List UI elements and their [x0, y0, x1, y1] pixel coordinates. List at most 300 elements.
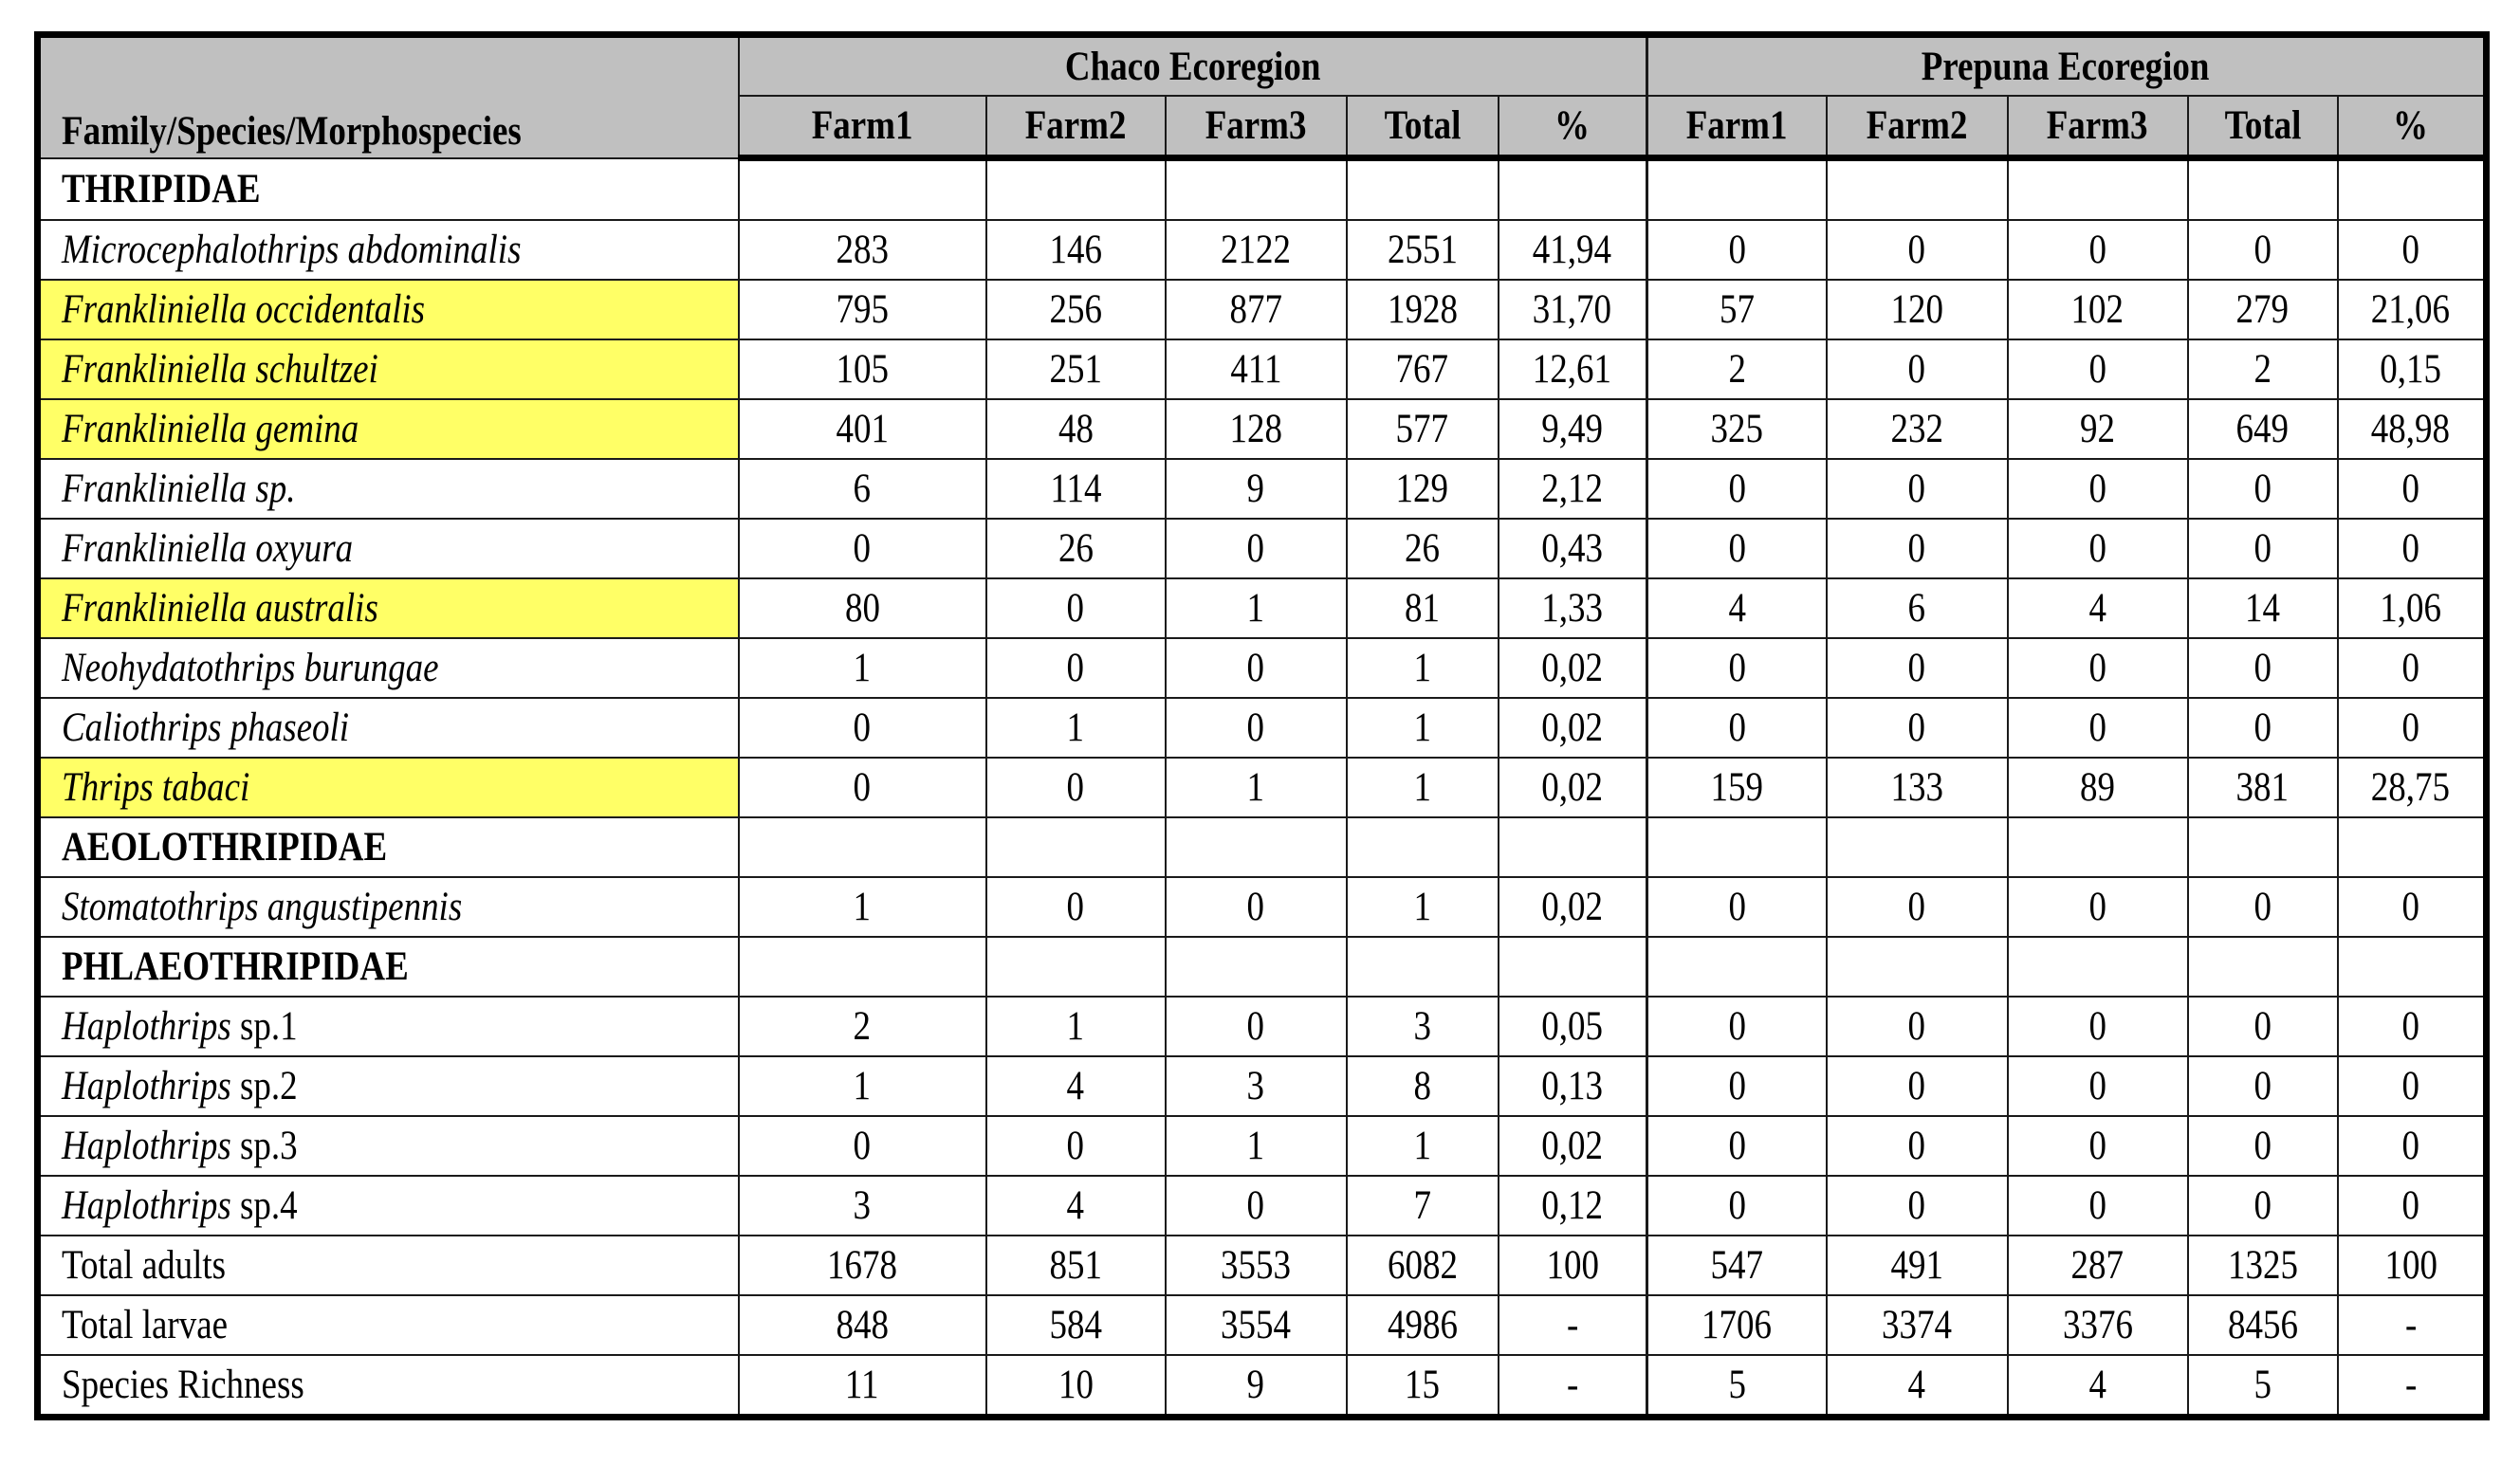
cell-value: 381	[2235, 765, 2290, 810]
cell-value: 3	[1246, 1064, 1265, 1108]
prepuna-total-cell	[2188, 817, 2338, 877]
chaco-pct-cell	[1499, 1295, 1647, 1355]
cell-value: 0	[2088, 467, 2106, 511]
cell-value: 133	[1890, 765, 1943, 810]
prepuna-farm3-cell	[2008, 1056, 2188, 1116]
cell-value: 41,94	[1533, 228, 1612, 272]
cell-value: 3554	[1221, 1303, 1291, 1347]
name-label: Frankliniella sp.	[62, 467, 296, 511]
cell-value: 0,02	[1541, 885, 1604, 929]
col-header-label: Total	[1384, 103, 1461, 148]
cell-value: 0	[1246, 526, 1265, 571]
cell-value: 1	[1413, 1124, 1431, 1168]
prepuna-total-cell	[2188, 1236, 2338, 1295]
prepuna-ecoregion-label: Prepuna Ecoregion	[1922, 44, 2210, 89]
cell-value: 6	[853, 467, 872, 511]
col-header-label: Farm2	[1024, 103, 1127, 148]
prepuna-total-cell	[2188, 459, 2338, 519]
prepuna-farm2-cell	[1827, 817, 2008, 877]
cell-value: 1	[1413, 765, 1431, 810]
chaco-farm1-cell	[739, 997, 986, 1056]
chaco-farm2-cell	[986, 1355, 1166, 1418]
cell-value: 0	[2253, 526, 2272, 571]
chaco-pct-cell	[1499, 877, 1647, 937]
col-header-label: %	[2393, 103, 2429, 148]
prepuna-farm2-cell	[1827, 519, 2008, 578]
species-name-cell	[38, 698, 739, 758]
col-header-label: Farm1	[1685, 103, 1788, 148]
cell-value: 10	[1058, 1363, 1094, 1407]
prepuna-farm2-cell	[1827, 997, 2008, 1056]
cell-value: -	[2404, 1363, 2417, 1407]
prepuna-farm1-cell	[1647, 937, 1827, 997]
morphospecies-suffix: sp.3	[230, 1124, 298, 1168]
cell-value: 14	[2245, 586, 2281, 631]
prepuna-farm1-cell	[1647, 817, 1827, 877]
cell-value: 1	[1246, 586, 1265, 631]
prepuna-farm1-cell	[1647, 638, 1827, 698]
cell-value: 102	[2070, 287, 2125, 332]
prepuna-total-cell	[2188, 937, 2338, 997]
prepuna-farm2-cell	[1827, 1056, 2008, 1116]
chaco-farm3-cell	[1166, 817, 1347, 877]
prepuna-farm2-cell	[1827, 280, 2008, 339]
cell-value: 0	[1066, 1124, 1085, 1168]
cell-value: 279	[2235, 287, 2290, 332]
prepuna-farm3-cell	[2008, 1355, 2188, 1418]
family-name-cell	[38, 158, 739, 221]
chaco-farm2-cell	[986, 519, 1166, 578]
cell-value: 0,02	[1541, 646, 1604, 690]
morphospecies-suffix: sp.1	[230, 1004, 298, 1049]
prepuna-farm3-cell	[2008, 1295, 2188, 1355]
prepuna-farm1-cell	[1647, 1176, 1827, 1236]
cell-value: 0	[853, 705, 872, 750]
cell-value: 0	[2401, 228, 2420, 272]
prepuna-farm1-cell	[1647, 158, 1827, 221]
prepuna-pct-cell	[2338, 638, 2487, 698]
cell-value: 0	[1907, 705, 1926, 750]
thrips-abundance-table	[34, 31, 2490, 1420]
cell-value: 0	[1907, 885, 1926, 929]
cell-value: 0	[2253, 1004, 2272, 1049]
prepuna-total-cell	[2188, 638, 2338, 698]
table-row	[38, 758, 2487, 817]
prepuna-farm3-cell	[2008, 1176, 2188, 1236]
cell-value: 0	[2253, 705, 2272, 750]
chaco-farm3-cell	[1166, 1176, 1347, 1236]
species-name-cell	[38, 758, 739, 817]
cell-value: 577	[1395, 407, 1449, 451]
chaco-pct-cell	[1499, 158, 1647, 221]
table-header	[38, 35, 2487, 158]
cell-value: 21,06	[2371, 287, 2451, 332]
cell-value: 0	[2401, 1183, 2420, 1228]
species-name-cell	[38, 877, 739, 937]
cell-value: 0	[1728, 885, 1746, 929]
chaco-farm2-cell	[986, 339, 1166, 399]
prepuna-farm3-cell	[2008, 220, 2188, 280]
chaco-total-cell	[1347, 1295, 1499, 1355]
chaco-pct-cell	[1499, 758, 1647, 817]
cell-value: 4	[2088, 1363, 2106, 1407]
cell-value: 4	[1907, 1363, 1926, 1407]
cell-value: 0	[2253, 467, 2272, 511]
cell-value: 0	[2401, 885, 2420, 929]
summary-row	[38, 1236, 2487, 1295]
cell-value: 80	[844, 586, 880, 631]
prepuna-farm2-cell	[1827, 698, 2008, 758]
cell-value: 0	[1907, 1064, 1926, 1108]
chaco-total-cell	[1347, 399, 1499, 459]
cell-value: 1	[1413, 646, 1431, 690]
species-name-cell	[38, 399, 739, 459]
table-row	[38, 1116, 2487, 1176]
prepuna-farm2-cell	[1827, 1236, 2008, 1295]
chaco-farm3-cell	[1166, 578, 1347, 638]
cell-value: 0	[853, 1124, 872, 1168]
cell-value: 0	[853, 765, 872, 810]
cell-value: 0	[2088, 526, 2106, 571]
chaco-total-cell	[1347, 758, 1499, 817]
prepuna-farm1-cell	[1647, 459, 1827, 519]
name-label	[62, 1006, 298, 1047]
chaco-farm2-cell	[986, 1116, 1166, 1176]
prepuna-pct-cell	[2338, 698, 2487, 758]
cell-value: 0	[1907, 467, 1926, 511]
chaco-pct-cell	[1499, 1236, 1647, 1295]
prepuna-total-cell	[2188, 280, 2338, 339]
chaco-pct-cell	[1499, 339, 1647, 399]
cell-value: 0	[1066, 765, 1085, 810]
chaco-ecoregion-label: Chaco Ecoregion	[1064, 44, 1321, 89]
cell-value: 491	[1890, 1243, 1943, 1288]
cell-value: 0	[1728, 1004, 1746, 1049]
cell-value: 0,13	[1541, 1064, 1604, 1108]
chaco-farm2-cell	[986, 937, 1166, 997]
name-label: Thrips tabaci	[62, 765, 250, 810]
cell-value: 57	[1719, 287, 1755, 332]
cell-value: 26	[1405, 526, 1440, 571]
chaco-farm3-cell	[1166, 280, 1347, 339]
chaco-pct-cell	[1499, 1176, 1647, 1236]
prepuna-pct-cell	[2338, 1056, 2487, 1116]
table-row	[38, 1176, 2487, 1236]
species-name-cell	[38, 578, 739, 638]
cell-value: 767	[1395, 347, 1449, 392]
chaco-col-header-farm3	[1166, 96, 1347, 158]
cell-value: 848	[836, 1303, 889, 1347]
cell-value: 0	[2253, 1183, 2272, 1228]
cell-value: 0	[1907, 1124, 1926, 1168]
prepuna-farm2-cell	[1827, 877, 2008, 937]
name-column-header-label: Family/Species/Morphospecies	[62, 108, 522, 154]
cell-value: 0	[2088, 705, 2106, 750]
prepuna-farm3-cell	[2008, 399, 2188, 459]
name-label: Caliothrips phaseoli	[62, 705, 350, 750]
cell-value: 3553	[1221, 1243, 1291, 1288]
chaco-farm1-cell	[739, 158, 986, 221]
cell-value: 120	[1890, 287, 1943, 332]
table-row	[38, 997, 2487, 1056]
cell-value: 325	[1710, 407, 1764, 451]
prepuna-pct-cell	[2338, 817, 2487, 877]
cell-value: 0	[1246, 646, 1265, 690]
chaco-farm2-cell	[986, 997, 1166, 1056]
prepuna-pct-cell	[2338, 758, 2487, 817]
cell-value: 1325	[2227, 1243, 2298, 1288]
table-row	[38, 519, 2487, 578]
chaco-farm1-cell	[739, 638, 986, 698]
cell-value: 1706	[1701, 1303, 1773, 1347]
name-label: Neohydatothrips burungae	[62, 646, 439, 690]
cell-value: 584	[1049, 1303, 1102, 1347]
name-label: AEOLOTHRIPIDAE	[62, 825, 388, 870]
table-row	[38, 399, 2487, 459]
chaco-farm2-cell	[986, 1295, 1166, 1355]
chaco-total-cell	[1347, 1176, 1499, 1236]
cell-value: 7	[1413, 1183, 1431, 1228]
chaco-col-header-farm2	[986, 96, 1166, 158]
cell-value: 26	[1058, 526, 1094, 571]
cell-value: 48,98	[2371, 407, 2451, 451]
cell-value: 92	[2080, 407, 2116, 451]
species-name-cell	[38, 1355, 739, 1418]
species-name-cell	[38, 1116, 739, 1176]
cell-value: 15	[1405, 1363, 1440, 1407]
chaco-total-cell	[1347, 1236, 1499, 1295]
prepuna-farm3-cell	[2008, 339, 2188, 399]
prepuna-farm3-cell	[2008, 519, 2188, 578]
chaco-farm1-cell	[739, 339, 986, 399]
family-row	[38, 817, 2487, 877]
prepuna-farm2-cell	[1827, 399, 2008, 459]
chaco-farm3-cell	[1166, 519, 1347, 578]
cell-value: 0	[2253, 1064, 2272, 1108]
genus-label: Haplothrips	[62, 1124, 231, 1168]
chaco-farm2-cell	[986, 280, 1166, 339]
genus-label: Haplothrips	[62, 1064, 231, 1108]
species-name-cell	[38, 1056, 739, 1116]
cell-value: 0,02	[1541, 1124, 1604, 1168]
cell-value: 851	[1049, 1243, 1102, 1288]
name-label: Total larvae	[62, 1303, 229, 1347]
cell-value: 2	[853, 1004, 872, 1049]
cell-value: 0	[1246, 1004, 1265, 1049]
name-label: Frankliniella australis	[62, 586, 378, 631]
cell-value: 877	[1229, 287, 1282, 332]
cell-value: 1	[1246, 765, 1265, 810]
cell-value: -	[2404, 1303, 2417, 1347]
cell-value: 3376	[2062, 1303, 2133, 1347]
prepuna-pct-cell	[2338, 877, 2487, 937]
cell-value: 3	[1413, 1004, 1431, 1049]
table-body	[38, 158, 2487, 1418]
cell-value: 6082	[1387, 1243, 1458, 1288]
chaco-farm2-cell	[986, 758, 1166, 817]
prepuna-total-cell	[2188, 339, 2338, 399]
cell-value: 1	[1066, 1004, 1085, 1049]
chaco-total-cell	[1347, 638, 1499, 698]
cell-value: 1	[1413, 705, 1431, 750]
name-label: Frankliniella schultzei	[62, 347, 378, 392]
genus-label: Haplothrips	[62, 1004, 231, 1049]
prepuna-col-header-farm1	[1647, 96, 1827, 158]
chaco-pct-cell	[1499, 280, 1647, 339]
prepuna-farm1-cell	[1647, 1116, 1827, 1176]
name-label	[62, 1185, 298, 1226]
chaco-farm1-cell	[739, 758, 986, 817]
chaco-farm1-cell	[739, 459, 986, 519]
table-row	[38, 698, 2487, 758]
cell-value: 0	[1246, 885, 1265, 929]
prepuna-total-cell	[2188, 158, 2338, 221]
cell-value: 1	[853, 1064, 872, 1108]
cell-value: 1	[853, 885, 872, 929]
cell-value: 1,33	[1541, 586, 1604, 631]
cell-value: 9	[1246, 467, 1265, 511]
prepuna-farm3-cell	[2008, 459, 2188, 519]
chaco-pct-cell	[1499, 1056, 1647, 1116]
cell-value: 411	[1229, 347, 1282, 392]
prepuna-col-header-farm3	[2008, 96, 2188, 158]
cell-value: -	[1566, 1363, 1578, 1407]
chaco-farm3-cell	[1166, 758, 1347, 817]
cell-value: 5	[2253, 1363, 2272, 1407]
prepuna-pct-cell	[2338, 280, 2487, 339]
cell-value: 3374	[1882, 1303, 1953, 1347]
name-label	[62, 1126, 298, 1166]
cell-value: 48	[1058, 407, 1094, 451]
prepuna-farm3-cell	[2008, 1116, 2188, 1176]
cell-value: 4	[1066, 1183, 1085, 1228]
cell-value: 0	[2253, 1124, 2272, 1168]
family-name-cell	[38, 937, 739, 997]
col-header-label: Total	[2224, 103, 2301, 148]
cell-value: 0	[2401, 705, 2420, 750]
chaco-farm1-cell	[739, 698, 986, 758]
prepuna-farm2-cell	[1827, 758, 2008, 817]
cell-value: 146	[1049, 228, 1102, 272]
cell-value: 0	[1066, 646, 1085, 690]
prepuna-farm1-cell	[1647, 1056, 1827, 1116]
chaco-total-cell	[1347, 877, 1499, 937]
chaco-total-cell	[1347, 578, 1499, 638]
name-label: Microcephalothrips abdominalis	[62, 228, 522, 272]
chaco-total-cell	[1347, 519, 1499, 578]
prepuna-total-cell	[2188, 399, 2338, 459]
chaco-total-cell	[1347, 1355, 1499, 1418]
prepuna-col-header-pct	[2338, 96, 2487, 158]
chaco-farm1-cell	[739, 817, 986, 877]
cell-value: 0	[2088, 347, 2106, 392]
chaco-pct-cell	[1499, 1116, 1647, 1176]
prepuna-farm1-cell	[1647, 698, 1827, 758]
prepuna-farm1-cell	[1647, 339, 1827, 399]
table-row	[38, 638, 2487, 698]
cell-value: 0	[2088, 885, 2106, 929]
prepuna-pct-cell	[2338, 1236, 2487, 1295]
cell-value: -	[1566, 1303, 1578, 1347]
cell-value: 159	[1710, 765, 1764, 810]
prepuna-farm3-cell	[2008, 937, 2188, 997]
cell-value: 0	[2088, 1064, 2106, 1108]
cell-value: 0	[2401, 1004, 2420, 1049]
cell-value: 0,05	[1541, 1004, 1604, 1049]
cell-value: 31,70	[1533, 287, 1612, 332]
cell-value: 287	[2070, 1243, 2125, 1288]
cell-value: 1	[1066, 705, 1085, 750]
name-label: Stomatothrips angustipennis	[62, 885, 463, 929]
prepuna-total-cell	[2188, 877, 2338, 937]
prepuna-farm2-cell	[1827, 158, 2008, 221]
chaco-farm1-cell	[739, 1236, 986, 1295]
chaco-total-cell	[1347, 459, 1499, 519]
cell-value: 0	[2088, 646, 2106, 690]
cell-value: 251	[1049, 347, 1102, 392]
chaco-ecoregion-header	[739, 35, 1647, 97]
name-label: Total adults	[62, 1243, 227, 1288]
cell-value: 1928	[1387, 287, 1458, 332]
prepuna-pct-cell	[2338, 1116, 2487, 1176]
chaco-total-cell	[1347, 280, 1499, 339]
prepuna-total-cell	[2188, 1176, 2338, 1236]
chaco-farm3-cell	[1166, 638, 1347, 698]
prepuna-farm2-cell	[1827, 1355, 2008, 1418]
cell-value: 0	[2088, 1183, 2106, 1228]
chaco-farm3-cell	[1166, 459, 1347, 519]
chaco-farm1-cell	[739, 399, 986, 459]
prepuna-pct-cell	[2338, 937, 2487, 997]
cell-value: 0,02	[1541, 765, 1604, 810]
chaco-farm3-cell	[1166, 220, 1347, 280]
species-name-cell	[38, 459, 739, 519]
cell-value: 0	[1728, 1183, 1746, 1228]
summary-row	[38, 1355, 2487, 1418]
table-row	[38, 220, 2487, 280]
prepuna-total-cell	[2188, 1056, 2338, 1116]
cell-value: 0	[1246, 705, 1265, 750]
prepuna-pct-cell	[2338, 158, 2487, 221]
prepuna-total-cell	[2188, 1355, 2338, 1418]
chaco-farm2-cell	[986, 638, 1166, 698]
prepuna-farm1-cell	[1647, 578, 1827, 638]
cell-value: 89	[2080, 765, 2116, 810]
species-name-cell	[38, 220, 739, 280]
cell-value: 0,02	[1541, 705, 1604, 750]
cell-value: 0	[1728, 526, 1746, 571]
cell-value: 256	[1049, 287, 1102, 332]
chaco-total-cell	[1347, 817, 1499, 877]
prepuna-farm2-cell	[1827, 459, 2008, 519]
cell-value: 0	[1728, 705, 1746, 750]
chaco-pct-cell	[1499, 698, 1647, 758]
prepuna-pct-cell	[2338, 997, 2487, 1056]
cell-value: 0	[1907, 1183, 1926, 1228]
col-header-label: Farm1	[811, 103, 913, 148]
family-row	[38, 937, 2487, 997]
chaco-pct-cell	[1499, 578, 1647, 638]
cell-value: 129	[1395, 467, 1449, 511]
prepuna-farm2-cell	[1827, 1116, 2008, 1176]
prepuna-farm2-cell	[1827, 1176, 2008, 1236]
cell-value: 128	[1229, 407, 1282, 451]
prepuna-farm2-cell	[1827, 1295, 2008, 1355]
cell-value: 0	[1907, 347, 1926, 392]
prepuna-farm3-cell	[2008, 758, 2188, 817]
chaco-farm3-cell	[1166, 158, 1347, 221]
name-label: Frankliniella gemina	[62, 407, 359, 451]
